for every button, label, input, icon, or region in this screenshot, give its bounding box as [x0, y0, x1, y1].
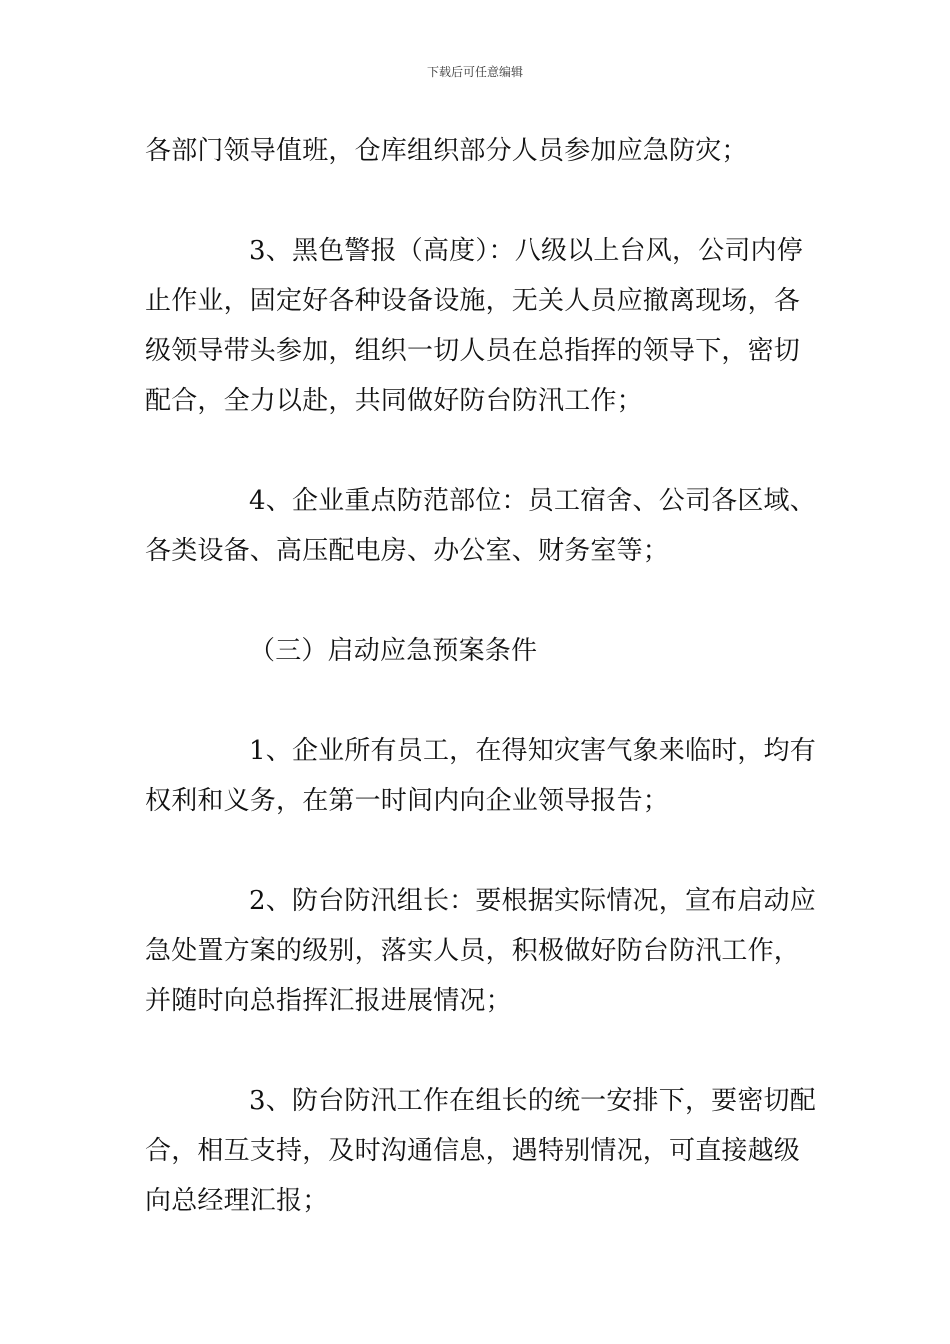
- paragraph-gap: [145, 676, 810, 726]
- text-line: 向总经理汇报；: [145, 1186, 329, 1216]
- text-line: 3、防台防汛工作在组长的统一安排下，要密切配: [249, 1086, 816, 1116]
- text-line: 2、防台防汛组长：要根据实际情况，宣布启动应: [249, 886, 816, 916]
- text-line: 止作业，固定好各种设备设施，无关人员应撤离现场，各: [145, 286, 801, 316]
- paragraph-gap: [145, 576, 810, 626]
- text-line: 3、黑色警报（高度）：八级以上台风，公司内停: [249, 236, 803, 266]
- text-line: 急处置方案的级别，落实人员，积极做好防台防汛工作，: [145, 936, 801, 966]
- text-line: 配合，全力以赴，共同做好防台防汛工作；: [145, 386, 643, 416]
- text-line: 各部门领导值班，仓库组织部分人员参加应急防灾；: [145, 136, 748, 166]
- paragraph-gap: [145, 1026, 810, 1076]
- text-line: 4、企业重点防范部位：员工宿舍、公司各区域、: [249, 486, 816, 516]
- text-line: 合，相互支持，及时沟通信息，遇特别情况，可直接越级: [145, 1136, 801, 1166]
- paragraph-item-1: [145, 726, 816, 826]
- paragraph-key-areas: [145, 476, 816, 576]
- text-line: 1、企业所有员工，在得知灾害气象来临时，均有: [249, 736, 816, 766]
- paragraph-continuation: [145, 126, 810, 176]
- paragraph-gap: [145, 426, 810, 476]
- paragraph-gap: [145, 826, 810, 876]
- text-line: 并随时向总指挥汇报进展情况；: [145, 986, 512, 1016]
- paragraph-gap: [145, 176, 810, 226]
- section-heading: [145, 626, 810, 676]
- document-body: [145, 126, 816, 1226]
- section-heading-text: （三）启动应急预案条件: [249, 636, 538, 666]
- text-line: 级领导带头参加，组织一切人员在总指挥的领导下，密切: [145, 336, 801, 366]
- paragraph-black-alert: [145, 226, 810, 426]
- page-header: 下载后可任意编辑: [426, 65, 523, 79]
- paragraph-item-2: [145, 876, 816, 1026]
- text-line: 各类设备、高压配电房、办公室、财务室等；: [145, 536, 670, 566]
- paragraph-item-3: [145, 1076, 816, 1226]
- text-line: 权利和义务，在第一时间内向企业领导报告；: [145, 786, 670, 816]
